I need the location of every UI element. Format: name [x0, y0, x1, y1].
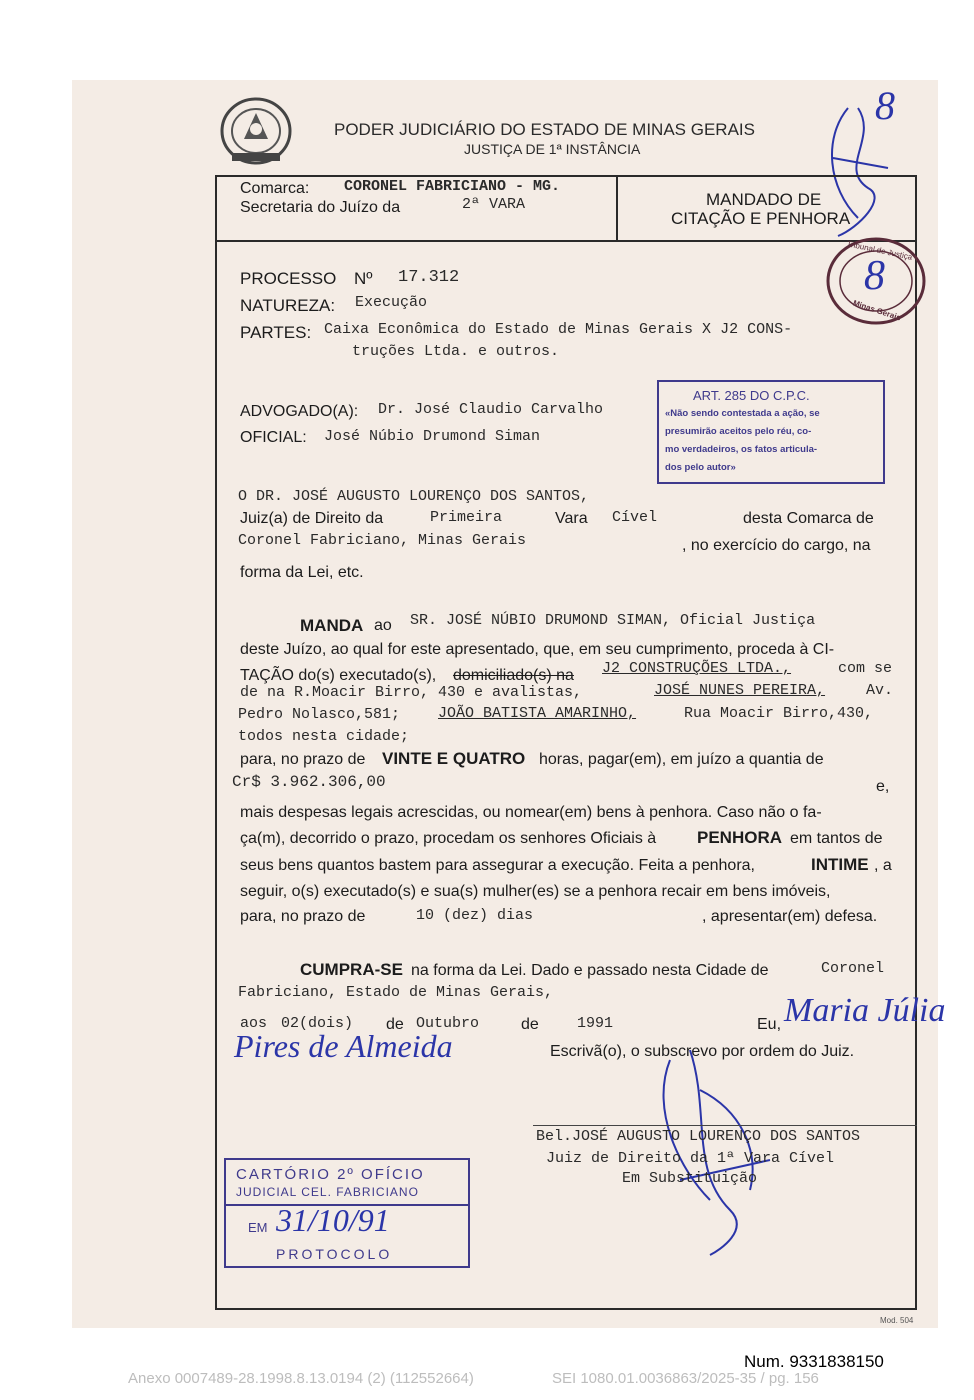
vara-ordinal: Primeira	[430, 509, 503, 526]
advogado-value: Dr. José Claudio Carvalho	[378, 401, 604, 418]
paragraph-line4: seguir, o(s) executado(s) e sua(s) mulher(es) se a penhora recair em bens imóveis,	[240, 883, 831, 900]
paragraph-line3-a: seus bens quantos bastem para assegurar a execução. Feita a penhora,	[240, 857, 755, 874]
executed-company: J2 CONSTRUÇÕES LTDA.,	[602, 660, 792, 677]
footer-annex: Anexo 0007489-28.1998.8.13.0194 (2) (112552664)	[128, 1370, 474, 1387]
closing-de-1: de	[386, 1016, 404, 1033]
page-number-handwritten: 8	[875, 83, 895, 128]
signature-line	[533, 1125, 917, 1126]
partes-line2: truções Ltda. e outros.	[352, 343, 560, 360]
comarca-de: desta Comarca de	[743, 510, 874, 527]
closing-month: Outubro	[416, 1015, 480, 1032]
manda-line2: deste Juízo, ao qual for este apresentado, que, em seu cumprimento, proceda à CI-	[240, 641, 835, 658]
partes-line1: Caixa Econômica do Estado de Minas Gerais X J2 CONS-	[324, 321, 793, 338]
defense-days: 10 (dez) dias	[416, 907, 534, 924]
prazo-bold: VINTE E QUATRO	[382, 749, 526, 768]
com-se-text: com se	[838, 660, 893, 677]
cpc-stamp-title: ART. 285 DO C.P.C.	[693, 388, 810, 403]
form-code: Mod. 504	[880, 1316, 914, 1325]
manda-line4: de na R.Moacir Birro, 430 e avalistas,	[240, 684, 583, 701]
signature-line1: Bel.JOSÉ AUGUSTO LOURENÇO DOS SANTOS	[536, 1128, 861, 1145]
comarca-name: Coronel Fabriciano, Minas Gerais	[238, 532, 527, 549]
partes-label: PARTES:	[240, 323, 312, 342]
amount-e: e,	[876, 778, 890, 795]
cpc-stamp-text1: «Não sendo contestada a ação, se	[665, 408, 820, 419]
closing-aos: aos	[240, 1015, 268, 1032]
oficial-value: José Núbio Drumond Siman	[324, 428, 541, 445]
comarca-label: Comarca:	[240, 180, 310, 197]
manda-line5-a: Pedro Nolasco,581;	[238, 706, 401, 723]
avalista-2: JOÃO BATISTA AMARINHO,	[438, 705, 637, 722]
comarca-value: CORONEL FABRICIANO - MG.	[344, 178, 561, 195]
oficial-label: OFICIAL:	[240, 429, 307, 446]
paragraph-line1: mais despesas legais acrescidas, ou nomear(em) bens à penhora. Caso não o fa-	[240, 804, 822, 821]
processo-label: PROCESSO	[240, 269, 337, 288]
judge-name: O DR. JOSÉ AUGUSTO LOURENÇO DOS SANTOS,	[238, 488, 590, 505]
closing-day: 02(dois)	[281, 1015, 354, 1032]
seal-text-top: Tribunal de Justiça	[845, 239, 914, 262]
penhora-bold: PENHORA	[697, 828, 783, 847]
manda-line6: todos nesta cidade;	[238, 728, 410, 745]
cartorio-protocolo: PROTOCOLO	[276, 1246, 393, 1262]
vara-label: Vara	[555, 510, 588, 527]
paragraph-line5-a: para, no prazo de	[240, 908, 366, 925]
escriva-signature-2: Pires de Almeida	[234, 1028, 453, 1064]
natureza-label: NATUREZA:	[240, 296, 336, 315]
header-divider	[215, 240, 917, 242]
cpc-article-stamp	[657, 380, 885, 484]
av-text: Av.	[866, 682, 894, 699]
doc-type-line1: MANDADO DE	[706, 190, 822, 209]
paragraph-line2-b: em tantos de	[790, 830, 883, 847]
header-vertical-divider	[616, 175, 618, 241]
secretaria-value: 2ª VARA	[462, 196, 526, 213]
coat-of-arms-icon	[216, 95, 296, 176]
closing-line2: Fabriciano, Estado de Minas Gerais,	[238, 984, 554, 1001]
cumpra-se: CUMPRA-SE	[300, 960, 403, 979]
paragraph-line2-a: ça(m), decorrido o prazo, procedam os senhores Oficiais à	[240, 830, 657, 847]
cartorio-protocol-stamp	[224, 1158, 470, 1268]
doc-type-line2: CITAÇÃO E PENHORA	[671, 209, 851, 228]
forma-text: forma da Lei, etc.	[240, 564, 364, 581]
intime-bold: INTIME	[811, 855, 869, 874]
footer-sei: SEI 1080.01.0036863/2025-35 / pg. 156	[552, 1370, 819, 1387]
closing-city: Coronel	[821, 960, 885, 977]
court-subtitle: JUSTIÇA DE 1ª INSTÂNCIA	[464, 141, 641, 157]
cpc-stamp-text2: presumirão aceitos pelo réu, co-	[665, 426, 812, 437]
closing-line1: na forma da Lei. Dado e passado nesta Cidade de	[411, 962, 769, 979]
cpc-stamp-text3: mo verdadeiros, os fatos articula-	[665, 444, 818, 455]
paragraph-line3-b: , a	[874, 857, 892, 874]
vara-type: Cível	[612, 509, 658, 526]
cartorio-line1: CARTÓRIO 2º OFÍCIO	[236, 1166, 425, 1183]
closing-year: 1991	[577, 1015, 614, 1032]
footer-num: Num. 9331838150	[744, 1352, 884, 1371]
cartorio-line2: JUDICIAL CEL. FABRICIANO	[236, 1185, 419, 1199]
juiz-label: Juiz(a) de Direito da	[240, 510, 384, 527]
seal-hand-number: 8	[864, 253, 885, 299]
paragraph-line5-b: , apresentar(em) defesa.	[702, 908, 878, 925]
manda-line3-struck: domiciliado(s) na	[453, 667, 574, 684]
cartorio-em: EM	[248, 1220, 268, 1235]
processo-no-label: Nº	[354, 269, 373, 288]
manda-officer: SR. JOSÉ NÚBIO DRUMOND SIMAN, Oficial Justiça	[410, 612, 816, 629]
escriva-text: Escrivã(o), o subscrevo por ordem do Juiz.	[550, 1043, 855, 1060]
manda-label: MANDA	[300, 616, 364, 635]
court-seal-stamp	[824, 236, 928, 326]
closing-eu: Eu,	[757, 1016, 782, 1033]
manda-line3-prefix: TAÇÃO do(s) executado(s),	[240, 667, 437, 684]
exercicio-text: , no exercício do cargo, na	[682, 537, 871, 554]
cartorio-date: 31/10/91	[276, 1202, 390, 1238]
escriva-signature-1: Maria Júlia	[784, 992, 946, 1029]
seal-text-bottom: Minas Gerais	[851, 298, 902, 323]
signature-line2: Juiz de Direito da 1ª Vara Cível	[546, 1150, 835, 1167]
prazo-suffix: horas, pagar(em), em juízo a quantia de	[539, 751, 824, 768]
signature-line3: Em Substituição	[622, 1170, 758, 1187]
processo-value: 17.312	[398, 268, 460, 287]
avalista-1: JOSÉ NUNES PEREIRA,	[654, 682, 826, 699]
closing-de-2: de	[521, 1016, 539, 1033]
cpc-stamp-text4: dos pelo autor»	[665, 462, 736, 473]
secretaria-label: Secretaria do Juízo da	[240, 199, 401, 216]
advogado-label: ADVOGADO(A):	[240, 403, 359, 420]
natureza-value: Execução	[355, 294, 428, 311]
manda-ao: ao	[374, 617, 392, 634]
amount-value: Cr$ 3.962.306,00	[232, 773, 386, 791]
prazo-prefix: para, no prazo de	[240, 751, 366, 768]
manda-line5-b: Rua Moacir Birro,430,	[684, 705, 874, 722]
court-title: PODER JUDICIÁRIO DO ESTADO DE MINAS GERAIS	[334, 120, 755, 139]
